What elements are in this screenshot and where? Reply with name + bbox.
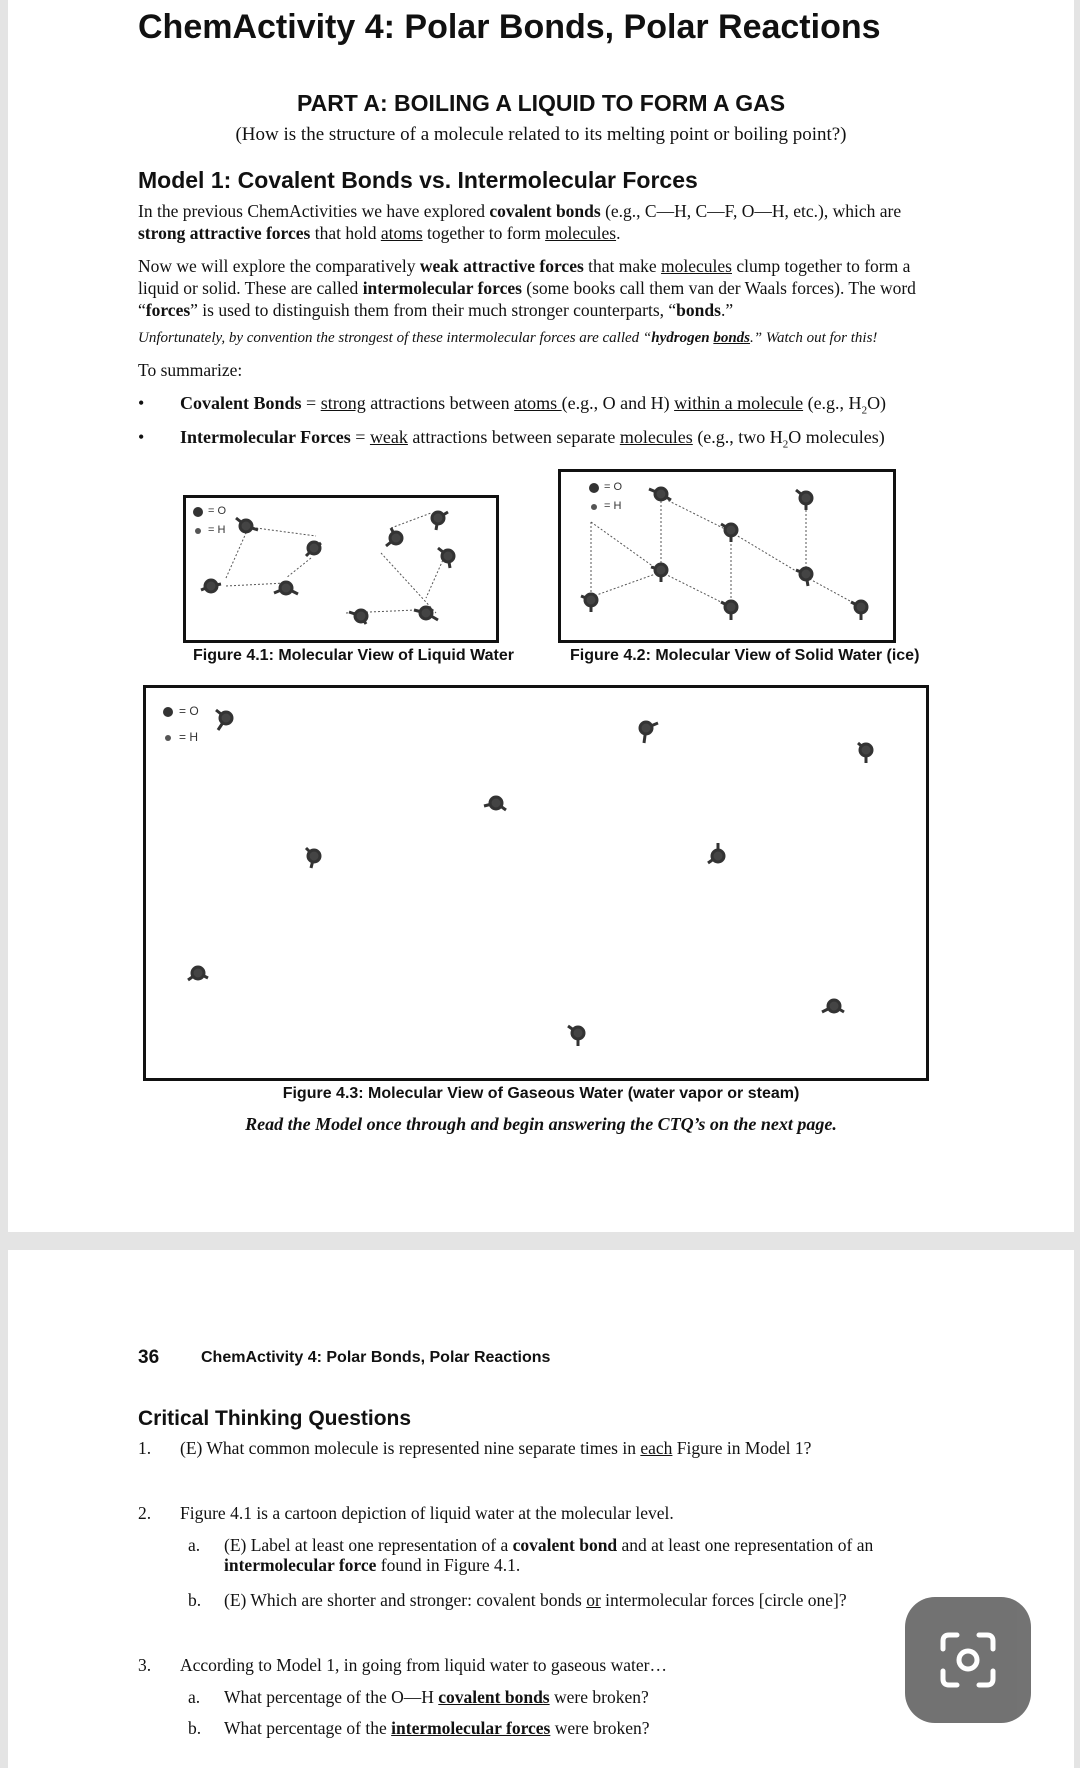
gaseous-water-diagram bbox=[146, 688, 926, 1078]
oxygen-legend-icon bbox=[163, 707, 173, 717]
scan-text-button[interactable] bbox=[905, 1597, 1031, 1723]
liquid-water-diagram bbox=[186, 498, 496, 640]
legend-oxygen-label: = O bbox=[208, 505, 227, 517]
running-head: ChemActivity 4: Polar Bonds, Polar Reactions bbox=[201, 1349, 551, 1366]
model-heading: Model 1: Covalent Bonds vs. Intermolecular Forces bbox=[138, 167, 698, 193]
legend-oxygen-label: = O bbox=[604, 481, 623, 493]
oxygen-legend-icon bbox=[589, 483, 599, 493]
solid-water-diagram bbox=[561, 472, 893, 640]
hydrogen-legend-icon bbox=[165, 735, 171, 741]
hydrogen-legend-icon bbox=[591, 504, 597, 510]
document-page-1 bbox=[8, 0, 1074, 1232]
ctq-heading: Critical Thinking Questions bbox=[138, 1407, 412, 1430]
figure-4-2-caption: Figure 4.2: Molecular View of Solid Water (ice) bbox=[570, 647, 920, 664]
legend-hydrogen-label: = H bbox=[179, 730, 199, 744]
figure-4-3-gaseous-water bbox=[143, 685, 929, 1081]
figure-4-1-caption: Figure 4.1: Molecular View of Liquid Water bbox=[193, 647, 514, 664]
summarize-label: To summarize: bbox=[138, 360, 243, 380]
page-number: 36 bbox=[138, 1347, 160, 1368]
oxygen-legend-icon bbox=[193, 507, 203, 517]
model-paragraph-1: In the previous ChemActivities we have explored covalent bonds (e.g., C—H, C—F, O—H, etc.), which are strong attractive forces that hold atoms together to form molecules. bbox=[138, 201, 902, 243]
legend-oxygen-label: = O bbox=[179, 704, 199, 718]
legend-hydrogen-label: = H bbox=[208, 524, 226, 536]
legend-hydrogen-label: = H bbox=[604, 500, 622, 512]
scan-text-icon bbox=[905, 1597, 1031, 1723]
part-a-heading: PART A: BOILING A LIQUID TO FORM A GAS bbox=[296, 90, 786, 116]
question-2a: a. (E) Label at least one representation of a covalent bond and at least one representation of an intermolecular force found in Figure 4.1. bbox=[188, 1535, 874, 1575]
question-3a: a. What percentage of the O—H covalent bonds were broken? bbox=[188, 1687, 649, 1707]
question-1: 1. (E) What common molecule is represented nine separate times in each Figure in Model 1? bbox=[138, 1438, 812, 1458]
bullet-intermolecular-forces: • Intermolecular Forces = weak attractions between separate molecules (e.g., two $H_2O$ molecules) bbox=[138, 427, 885, 451]
question-2b: b. (E) Which are shorter and stronger: covalent bonds or intermolecular forces [circle one]? bbox=[188, 1590, 847, 1610]
read-model-note: Read the Model once through and begin answering the CTQ’s on the next page. bbox=[245, 1114, 837, 1134]
figure-4-1-liquid-water bbox=[183, 495, 499, 643]
question-2: 2. Figure 4.1 is a cartoon depiction of liquid water at the molecular level. bbox=[138, 1503, 674, 1523]
figure-4-3-caption: Figure 4.3: Molecular View of Gaseous Water (water vapor or steam) bbox=[282, 1085, 800, 1102]
question-3b: b. What percentage of the intermolecular forces were broken? bbox=[188, 1718, 650, 1738]
page-title: ChemActivity 4: Polar Bonds, Polar Reactions bbox=[138, 8, 881, 46]
bullet-covalent-bonds: • Covalent Bonds = strong attractions between atoms (e.g., O and H) within a molecule (e.g., $H_2O$) bbox=[138, 393, 887, 417]
hydrogen-bond-note: Unfortunately, by convention the strongest of these intermolecular forces are called “hydrogen bonds.” Watch out for this! bbox=[138, 330, 878, 346]
hydrogen-legend-icon bbox=[195, 528, 201, 534]
question-3: 3. According to Model 1, in going from liquid water to gaseous water… bbox=[138, 1655, 667, 1675]
part-a-subheading: (How is the structure of a molecule related to its melting point or boiling point?) bbox=[235, 124, 847, 145]
model-paragraph-2: Now we will explore the comparatively weak attractive forces that make molecules clump together to form a liquid or solid. These are called intermolecular forces (some books call them van der Waals forces). The word “forces” is used to distinguish them from their much stronger counterparts, “bonds.” bbox=[138, 256, 916, 320]
figure-4-2-solid-water bbox=[558, 469, 896, 643]
